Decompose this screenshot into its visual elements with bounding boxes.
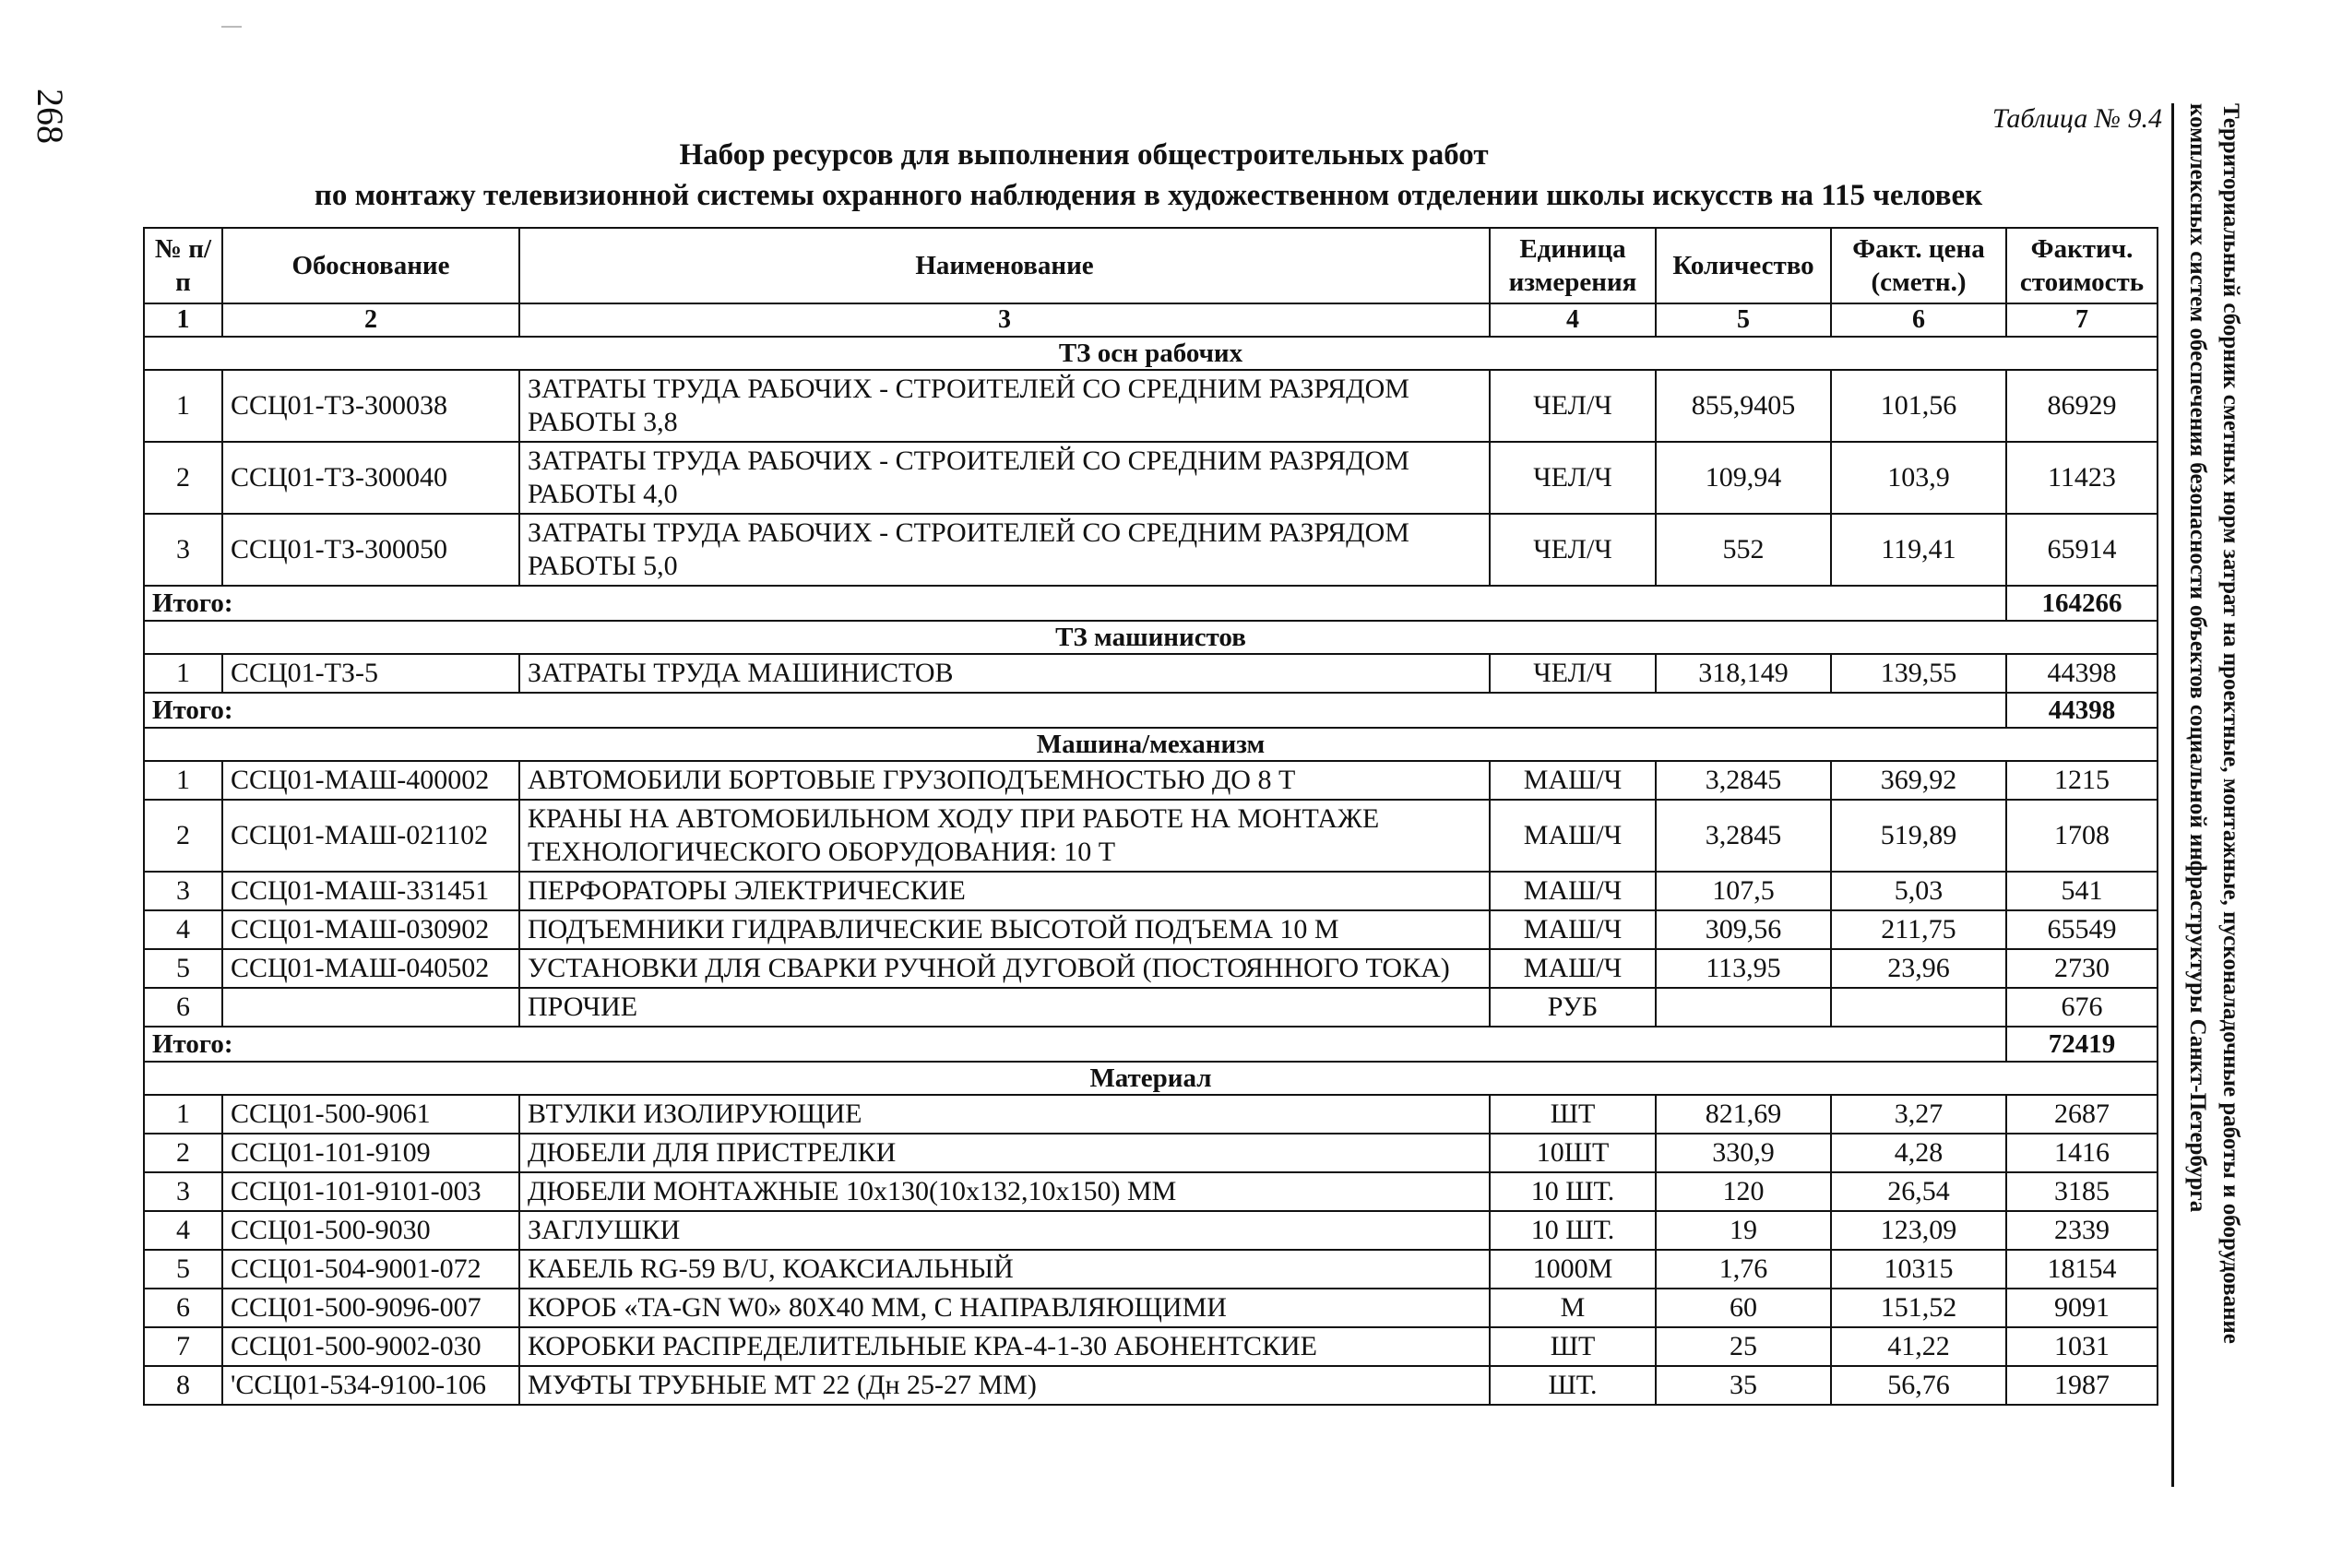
side-rule bbox=[2171, 103, 2174, 1487]
col-header-cost: Фактич. стоимость bbox=[2006, 228, 2158, 303]
cell-cost: 18154 bbox=[2006, 1250, 2158, 1289]
cell-cost: 44398 bbox=[2006, 654, 2158, 693]
table-row bbox=[144, 1095, 2158, 1134]
table-row bbox=[144, 514, 2158, 586]
cell-price: 211,75 bbox=[1831, 910, 2006, 949]
cell-no: 2 bbox=[144, 442, 222, 514]
cell-unit: 10ШТ bbox=[1490, 1134, 1656, 1172]
cell-qty: 3,2845 bbox=[1656, 800, 1831, 872]
section-title: ТЗ осн рабочих bbox=[144, 337, 2158, 370]
cell-price: 151,52 bbox=[1831, 1289, 2006, 1327]
cell-name: АВТОМОБИЛИ БОРТОВЫЕ ГРУЗОПОДЪЕМНОСТЬЮ ДО 8 Т bbox=[519, 761, 1490, 800]
cell-unit: ЧЕЛ/Ч bbox=[1490, 370, 1656, 442]
cell-unit: МАШ/Ч bbox=[1490, 800, 1656, 872]
section-title: ТЗ машинистов bbox=[144, 621, 2158, 654]
total-value: 72419 bbox=[2006, 1027, 2158, 1062]
cell-basis: ССЦ01-ТЗ-300038 bbox=[222, 370, 519, 442]
cell-basis: ССЦ01-504-9001-072 bbox=[222, 1250, 519, 1289]
cell-name: УСТАНОВКИ ДЛЯ СВАРКИ РУЧНОЙ ДУГОВОЙ (ПОСТОЯННОГО ТОКА) bbox=[519, 949, 1490, 988]
cell-cost: 86929 bbox=[2006, 370, 2158, 442]
cell-qty: 552 bbox=[1656, 514, 1831, 586]
cell-price: 56,76 bbox=[1831, 1366, 2006, 1405]
column-number: 3 bbox=[519, 303, 1490, 337]
cell-qty: 855,9405 bbox=[1656, 370, 1831, 442]
table-row bbox=[144, 442, 2158, 514]
col-header-price: Факт. цена (сметн.) bbox=[1831, 228, 2006, 303]
table-row bbox=[144, 761, 2158, 800]
cell-qty: 330,9 bbox=[1656, 1134, 1831, 1172]
column-number: 7 bbox=[2006, 303, 2158, 337]
cell-no: 3 bbox=[144, 872, 222, 910]
cell-name: ВТУЛКИ ИЗОЛИРУЮЩИЕ bbox=[519, 1095, 1490, 1134]
cell-no: 3 bbox=[144, 1172, 222, 1211]
cell-basis: ССЦ01-500-9030 bbox=[222, 1211, 519, 1250]
cell-no: 2 bbox=[144, 1134, 222, 1172]
cell-qty: 19 bbox=[1656, 1211, 1831, 1250]
table-row bbox=[144, 872, 2158, 910]
cell-price: 101,56 bbox=[1831, 370, 2006, 442]
table-row bbox=[144, 1211, 2158, 1250]
cell-qty: 120 bbox=[1656, 1172, 1831, 1211]
title-line-1: Набор ресурсов для выполнения общестроительных работ bbox=[679, 138, 1489, 172]
table-row bbox=[144, 800, 2158, 872]
cell-name: КАБЕЛЬ RG-59 B/U, КОАКСИАЛЬНЫЙ bbox=[519, 1250, 1490, 1289]
cell-basis: ССЦ01-МАШ-331451 bbox=[222, 872, 519, 910]
resource-table bbox=[143, 227, 2158, 1406]
total-row bbox=[144, 693, 2158, 728]
scan-mark bbox=[221, 26, 242, 28]
cell-unit: РУБ bbox=[1490, 988, 1656, 1027]
cell-name: ПРОЧИЕ bbox=[519, 988, 1490, 1027]
cell-no: 5 bbox=[144, 1250, 222, 1289]
cell-basis: 'ССЦ01-534-9100-106 bbox=[222, 1366, 519, 1405]
cell-qty: 109,94 bbox=[1656, 442, 1831, 514]
table-row bbox=[144, 1250, 2158, 1289]
section-header-row bbox=[144, 337, 2158, 370]
total-value: 164266 bbox=[2006, 586, 2158, 621]
total-label: Итого: bbox=[144, 586, 2006, 621]
cell-name: МУФТЫ ТРУБНЫЕ МТ 22 (Дн 25-27 ММ) bbox=[519, 1366, 1490, 1405]
cell-name: КОРОБКИ РАСПРЕДЕЛИТЕЛЬНЫЕ КРА-4-1-30 АБОНЕНТСКИЕ bbox=[519, 1327, 1490, 1366]
cell-unit: 10 ШТ. bbox=[1490, 1172, 1656, 1211]
cell-price: 119,41 bbox=[1831, 514, 2006, 586]
total-row bbox=[144, 586, 2158, 621]
table-row bbox=[144, 1172, 2158, 1211]
cell-no: 1 bbox=[144, 1095, 222, 1134]
cell-unit: ЧЕЛ/Ч bbox=[1490, 442, 1656, 514]
cell-price: 41,22 bbox=[1831, 1327, 2006, 1366]
table-row bbox=[144, 1327, 2158, 1366]
cell-basis: ССЦ01-МАШ-400002 bbox=[222, 761, 519, 800]
cell-cost: 65549 bbox=[2006, 910, 2158, 949]
cell-unit: 10 ШТ. bbox=[1490, 1211, 1656, 1250]
table-label: Таблица № 9.4 bbox=[1991, 103, 2162, 134]
cell-basis: ССЦ01-101-9109 bbox=[222, 1134, 519, 1172]
cell-cost: 1708 bbox=[2006, 800, 2158, 872]
cell-name: ПОДЪЕМНИКИ ГИДРАВЛИЧЕСКИЕ ВЫСОТОЙ ПОДЪЕМА 10 М bbox=[519, 910, 1490, 949]
cell-no: 6 bbox=[144, 1289, 222, 1327]
cell-cost: 9091 bbox=[2006, 1289, 2158, 1327]
cell-qty: 318,149 bbox=[1656, 654, 1831, 693]
cell-name: ДЮБЕЛИ ДЛЯ ПРИСТРЕЛКИ bbox=[519, 1134, 1490, 1172]
cell-no: 1 bbox=[144, 654, 222, 693]
cell-cost: 65914 bbox=[2006, 514, 2158, 586]
total-value: 44398 bbox=[2006, 693, 2158, 728]
cell-qty: 1,76 bbox=[1656, 1250, 1831, 1289]
cell-price bbox=[1831, 988, 2006, 1027]
cell-price: 139,55 bbox=[1831, 654, 2006, 693]
table-row bbox=[144, 1134, 2158, 1172]
cell-qty: 3,2845 bbox=[1656, 761, 1831, 800]
cell-name: ЗАТРАТЫ ТРУДА РАБОЧИХ - СТРОИТЕЛЕЙ СО СРЕДНИМ РАЗРЯДОМ РАБОТЫ 4,0 bbox=[519, 442, 1490, 514]
cell-cost: 2730 bbox=[2006, 949, 2158, 988]
cell-basis: ССЦ01-ТЗ-5 bbox=[222, 654, 519, 693]
cell-cost: 3185 bbox=[2006, 1172, 2158, 1211]
column-number-row bbox=[144, 303, 2158, 337]
cell-basis: ССЦ01-101-9101-003 bbox=[222, 1172, 519, 1211]
total-label: Итого: bbox=[144, 1027, 2006, 1062]
table-row bbox=[144, 949, 2158, 988]
column-number: 5 bbox=[1656, 303, 1831, 337]
cell-name: ДЮБЕЛИ МОНТАЖНЫЕ 10х130(10х132,10х150) ММ bbox=[519, 1172, 1490, 1211]
cell-cost: 1987 bbox=[2006, 1366, 2158, 1405]
cell-basis: ССЦ01-500-9061 bbox=[222, 1095, 519, 1134]
cell-unit: МАШ/Ч bbox=[1490, 949, 1656, 988]
cell-unit: МАШ/Ч bbox=[1490, 910, 1656, 949]
cell-name: ЗАТРАТЫ ТРУДА МАШИНИСТОВ bbox=[519, 654, 1490, 693]
cell-price: 23,96 bbox=[1831, 949, 2006, 988]
cell-name: КРАНЫ НА АВТОМОБИЛЬНОМ ХОДУ ПРИ РАБОТЕ НА МОНТАЖЕ ТЕХНОЛОГИЧЕСКОГО ОБОРУДОВАНИЯ: 10 Т bbox=[519, 800, 1490, 872]
cell-unit: ЧЕЛ/Ч bbox=[1490, 654, 1656, 693]
cell-basis: ССЦ01-ТЗ-300040 bbox=[222, 442, 519, 514]
section-header-row bbox=[144, 621, 2158, 654]
column-number: 4 bbox=[1490, 303, 1656, 337]
cell-price: 5,03 bbox=[1831, 872, 2006, 910]
cell-no: 4 bbox=[144, 1211, 222, 1250]
column-number: 1 bbox=[144, 303, 222, 337]
cell-unit: ШТ bbox=[1490, 1327, 1656, 1366]
cell-price: 3,27 bbox=[1831, 1095, 2006, 1134]
table-row bbox=[144, 370, 2158, 442]
col-header-unit: Единица измерения bbox=[1490, 228, 1656, 303]
cell-qty: 113,95 bbox=[1656, 949, 1831, 988]
cell-cost: 2339 bbox=[2006, 1211, 2158, 1250]
cell-basis: ССЦ01-МАШ-030902 bbox=[222, 910, 519, 949]
cell-name: ЗАТРАТЫ ТРУДА РАБОЧИХ - СТРОИТЕЛЕЙ СО СРЕДНИМ РАЗРЯДОМ РАБОТЫ 3,8 bbox=[519, 370, 1490, 442]
table-row bbox=[144, 910, 2158, 949]
cell-basis: ССЦ01-МАШ-021102 bbox=[222, 800, 519, 872]
cell-price: 519,89 bbox=[1831, 800, 2006, 872]
table-row bbox=[144, 988, 2158, 1027]
table-row bbox=[144, 654, 2158, 693]
cell-basis: ССЦ01-500-9002-030 bbox=[222, 1327, 519, 1366]
cell-qty: 821,69 bbox=[1656, 1095, 1831, 1134]
cell-no: 2 bbox=[144, 800, 222, 872]
cell-name: КОРОБ «TA-GN W0» 80Х40 ММ, С НАПРАВЛЯЮЩИМИ bbox=[519, 1289, 1490, 1327]
section-header-row bbox=[144, 1062, 2158, 1095]
cell-qty: 107,5 bbox=[1656, 872, 1831, 910]
cell-no: 1 bbox=[144, 761, 222, 800]
page-number: 268 bbox=[30, 89, 71, 144]
cell-unit: М bbox=[1490, 1289, 1656, 1327]
section-header-row bbox=[144, 728, 2158, 761]
cell-no: 4 bbox=[144, 910, 222, 949]
cell-basis: ССЦ01-ТЗ-300050 bbox=[222, 514, 519, 586]
cell-basis: ССЦ01-500-9096-007 bbox=[222, 1289, 519, 1327]
section-title: Машина/механизм bbox=[144, 728, 2158, 761]
cell-cost: 2687 bbox=[2006, 1095, 2158, 1134]
cell-basis: ССЦ01-МАШ-040502 bbox=[222, 949, 519, 988]
cell-no: 7 bbox=[144, 1327, 222, 1366]
cell-cost: 541 bbox=[2006, 872, 2158, 910]
cell-price: 26,54 bbox=[1831, 1172, 2006, 1211]
cell-unit: 1000М bbox=[1490, 1250, 1656, 1289]
cell-no: 5 bbox=[144, 949, 222, 988]
col-header-no: № п/п bbox=[144, 228, 222, 303]
cell-price: 369,92 bbox=[1831, 761, 2006, 800]
column-number: 6 bbox=[1831, 303, 2006, 337]
cell-qty: 309,56 bbox=[1656, 910, 1831, 949]
cell-name: ПЕРФОРАТОРЫ ЭЛЕКТРИЧЕСКИЕ bbox=[519, 872, 1490, 910]
cell-no: 1 bbox=[144, 370, 222, 442]
total-row bbox=[144, 1027, 2158, 1062]
cell-price: 4,28 bbox=[1831, 1134, 2006, 1172]
side-running-header: Территориальный сборник сметных норм затрат на проектные, монтажные, пусконаладочные работы и оборудование комплексных систем обеспечения безопасности объектов социальной инфраструктуры Санкт-Петербурга bbox=[2185, 103, 2243, 1344]
cell-basis bbox=[222, 988, 519, 1027]
cell-cost: 1215 bbox=[2006, 761, 2158, 800]
cell-cost: 676 bbox=[2006, 988, 2158, 1027]
cell-cost: 1416 bbox=[2006, 1134, 2158, 1172]
cell-price: 123,09 bbox=[1831, 1211, 2006, 1250]
cell-unit: ЧЕЛ/Ч bbox=[1490, 514, 1656, 586]
cell-price: 103,9 bbox=[1831, 442, 2006, 514]
col-header-qty: Количество bbox=[1656, 228, 1831, 303]
cell-unit: МАШ/Ч bbox=[1490, 761, 1656, 800]
total-label: Итого: bbox=[144, 693, 2006, 728]
column-number: 2 bbox=[222, 303, 519, 337]
cell-name: ЗАГЛУШКИ bbox=[519, 1211, 1490, 1250]
cell-no: 6 bbox=[144, 988, 222, 1027]
header-row bbox=[144, 228, 2158, 303]
cell-price: 10315 bbox=[1831, 1250, 2006, 1289]
cell-qty: 60 bbox=[1656, 1289, 1831, 1327]
page-title bbox=[143, 135, 2154, 216]
table-row bbox=[144, 1366, 2158, 1405]
cell-qty bbox=[1656, 988, 1831, 1027]
col-header-name: Наименование bbox=[519, 228, 1490, 303]
col-header-basis: Обоснование bbox=[222, 228, 519, 303]
table-row bbox=[144, 1289, 2158, 1327]
cell-no: 8 bbox=[144, 1366, 222, 1405]
cell-unit: ШТ bbox=[1490, 1095, 1656, 1134]
cell-name: ЗАТРАТЫ ТРУДА РАБОЧИХ - СТРОИТЕЛЕЙ СО СРЕДНИМ РАЗРЯДОМ РАБОТЫ 5,0 bbox=[519, 514, 1490, 586]
title-line-2: по монтажу телевизионной системы охранного наблюдения в художественном отделении школы искусств на 115 человек bbox=[314, 179, 1983, 212]
cell-qty: 35 bbox=[1656, 1366, 1831, 1405]
cell-unit: ШТ. bbox=[1490, 1366, 1656, 1405]
cell-qty: 25 bbox=[1656, 1327, 1831, 1366]
cell-unit: МАШ/Ч bbox=[1490, 872, 1656, 910]
section-title: Материал bbox=[144, 1062, 2158, 1095]
cell-cost: 1031 bbox=[2006, 1327, 2158, 1366]
cell-no: 3 bbox=[144, 514, 222, 586]
cell-cost: 11423 bbox=[2006, 442, 2158, 514]
